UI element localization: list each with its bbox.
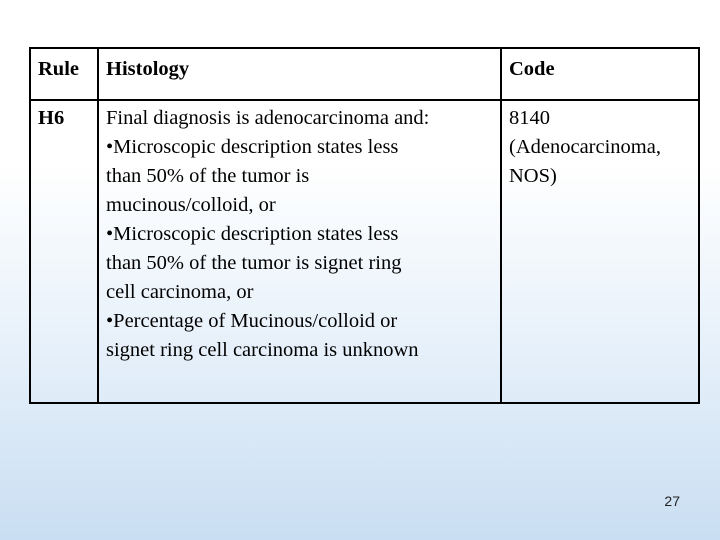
histology-line: •Microscopic description states less	[106, 223, 399, 245]
histology-line: Final diagnosis is adenocarcinoma and:	[106, 107, 430, 129]
histology-line: than 50% of the tumor is	[106, 165, 310, 187]
histology-line: •Microscopic description states less	[106, 136, 399, 158]
histology-line: mucinous/colloid, or	[106, 194, 276, 216]
rule-cell: H6	[30, 100, 98, 403]
histology-line: cell carcinoma, or	[106, 281, 254, 303]
histology-cell	[98, 100, 501, 403]
histology-line: signet ring cell carcinoma is unknown	[106, 339, 419, 361]
header-histology: Histology	[98, 48, 501, 100]
header-code: Code	[501, 48, 699, 100]
histology-line: •Percentage of Mucinous/colloid or	[106, 310, 398, 332]
page-number: 27	[664, 493, 680, 509]
header-rule: Rule	[30, 48, 98, 100]
table-row	[30, 100, 699, 403]
histology-line: than 50% of the tumor is signet ring	[106, 252, 402, 274]
table-header-row	[30, 48, 699, 100]
code-cell	[501, 100, 699, 403]
code-line: (Adenocarcinoma,	[509, 136, 661, 158]
code-line: 8140	[509, 107, 550, 129]
code-line: NOS)	[509, 165, 557, 187]
histology-rules-table	[29, 47, 700, 404]
